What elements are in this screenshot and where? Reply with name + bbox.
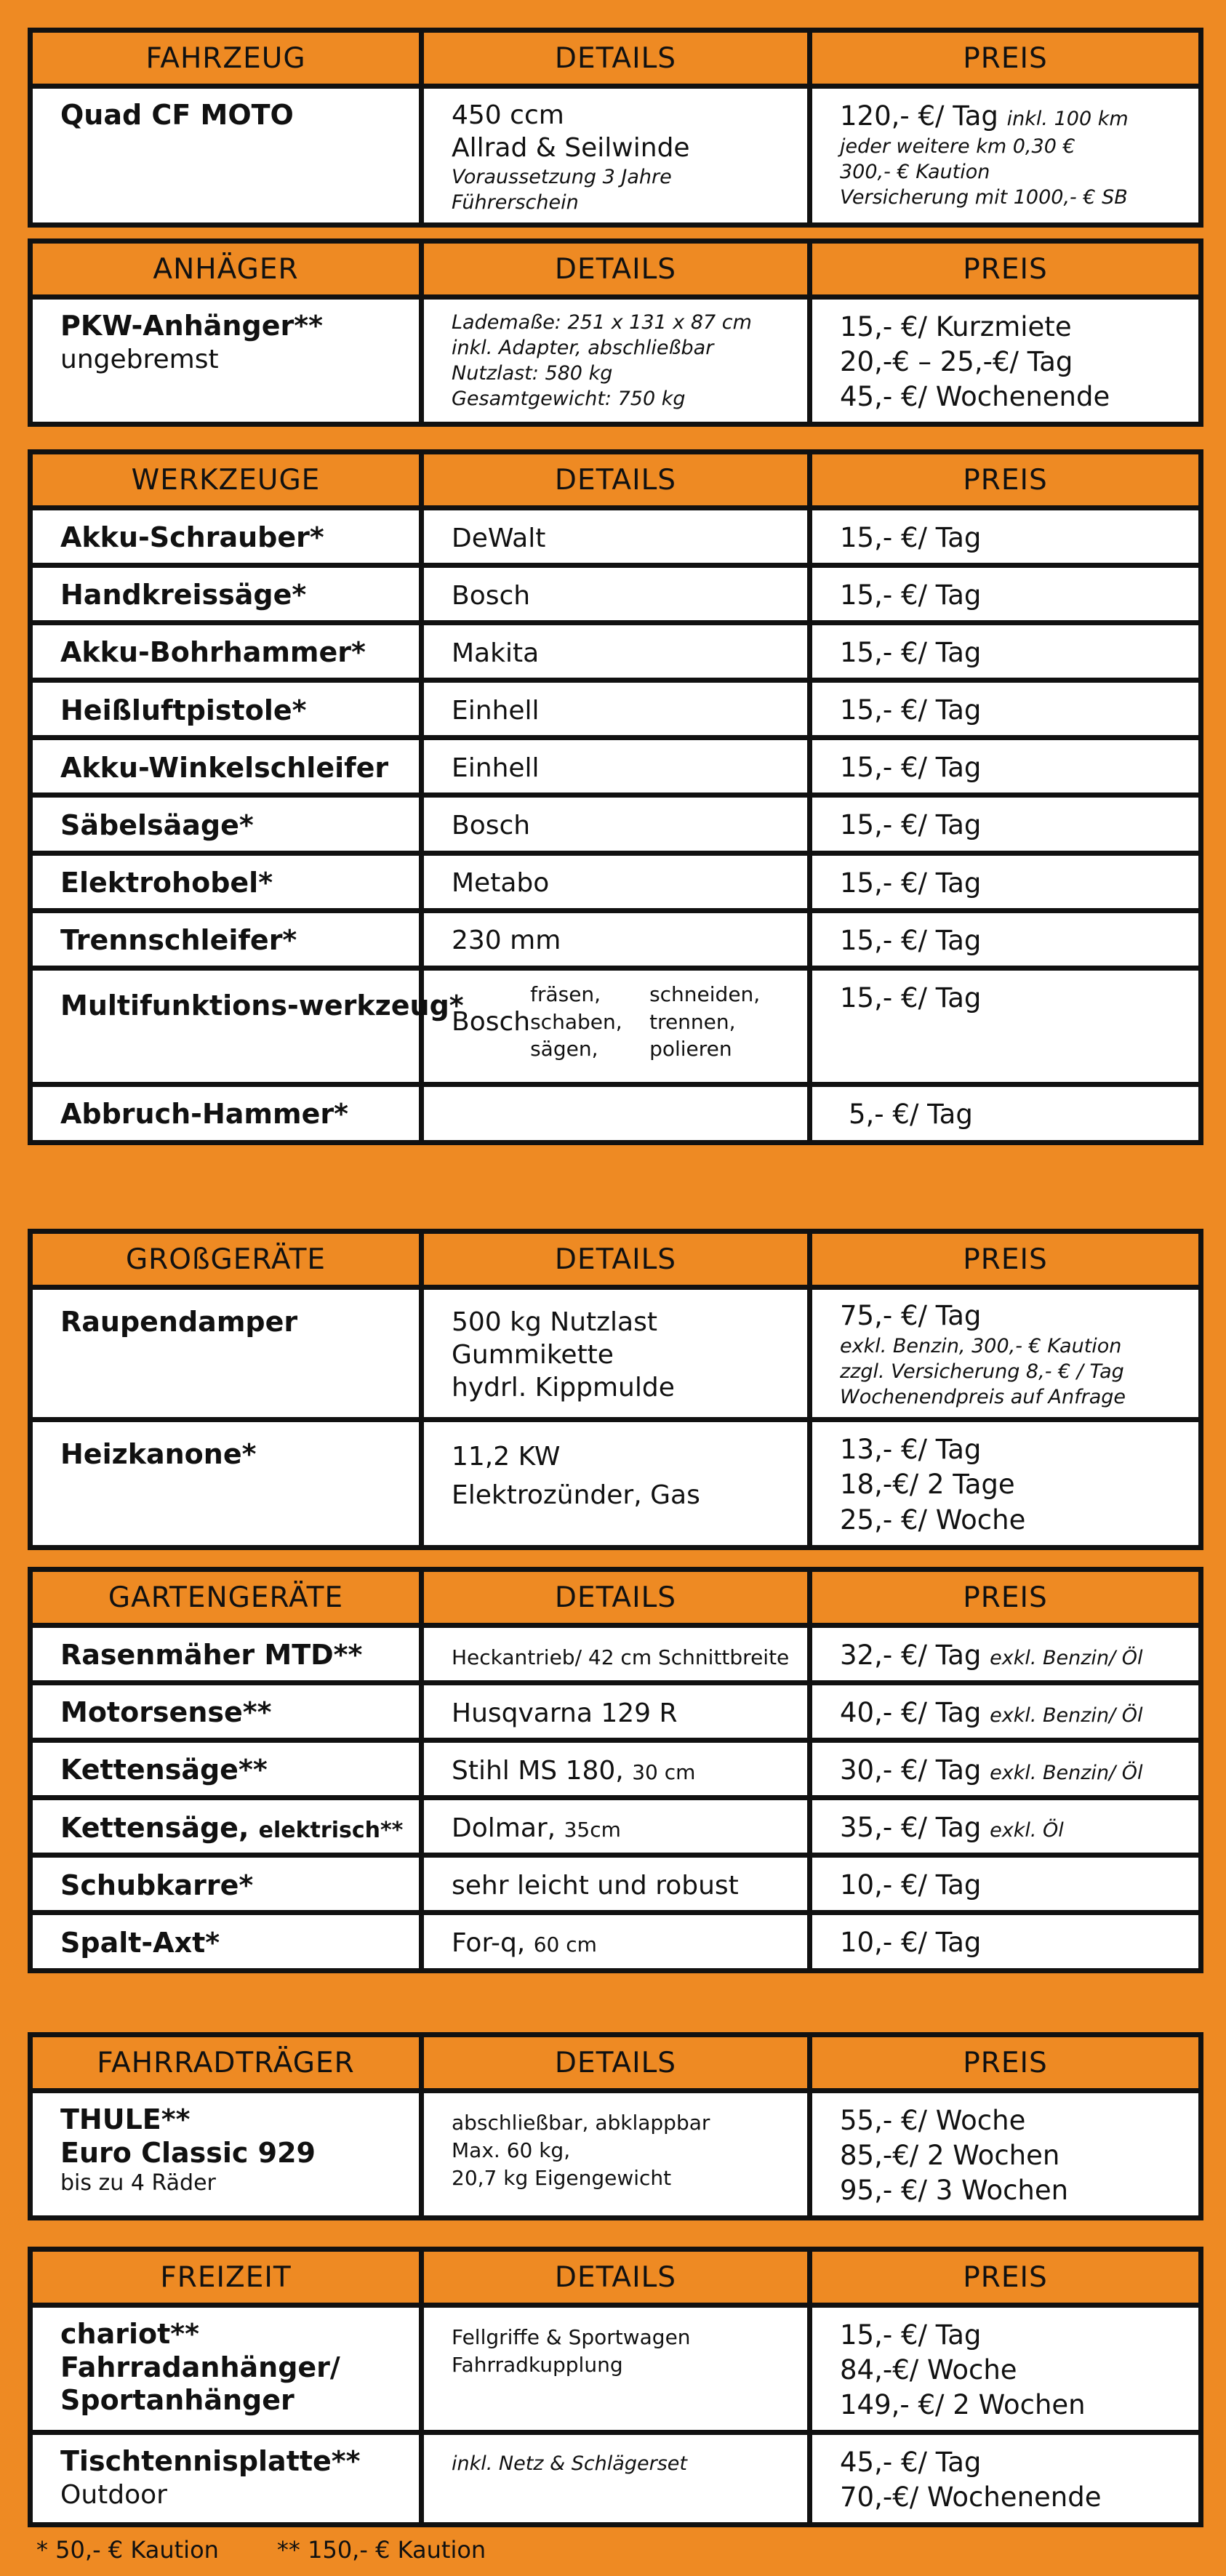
item-name: Kettensäge** <box>60 1754 268 1786</box>
item-name: chariot** <box>60 2318 200 2350</box>
item-name: Akku-Schrauber* <box>60 521 324 554</box>
item-detail: Einhell <box>452 695 540 726</box>
header-price: PREIS <box>810 2035 1201 2091</box>
item-name: Elektrohobel* <box>60 866 273 899</box>
item-name: Kettensäge, <box>60 1811 249 1844</box>
item-detail-note: inkl. Netz & Schlägerset <box>452 2452 687 2476</box>
item-price: 10,- €/ Tag <box>840 1869 982 1901</box>
item-price-note: exkl. Öl <box>990 1819 1064 1842</box>
table-row <box>31 2306 1201 2433</box>
table-row <box>31 968 1201 1084</box>
header-details: DETAILS <box>422 2035 810 2091</box>
item-detail: Stihl MS 180, <box>452 1755 624 1786</box>
item-price-note: exkl. Benzin, 300,- € Kaution <box>840 1335 1122 1358</box>
item-name: Trennschleifer* <box>60 923 297 956</box>
header-category: GARTENGERÄTE <box>31 1570 422 1626</box>
section-werkzeuge <box>28 449 1203 1145</box>
item-name: Sportanhänger <box>60 2384 295 2417</box>
item-price: 149,- €/ 2 Wochen <box>840 2389 1086 2421</box>
item-price: 120,- €/ Tag <box>840 100 998 132</box>
item-detail: 500 kg Nutzlast <box>452 1307 657 1337</box>
item-name: Säbelsäage* <box>60 808 254 841</box>
item-price-note: 300,- € Kaution <box>840 161 990 184</box>
header-category: WERKZEUGE <box>31 452 422 508</box>
table-row <box>31 1084 1201 1142</box>
item-name: Euro Classic 929 <box>60 2136 316 2169</box>
item-name: Multifunktions- <box>60 989 299 1022</box>
item-detail-note: Max. 60 kg, <box>452 2138 571 2162</box>
deposit-note-double: ** 150,- € Kaution <box>276 2536 486 2564</box>
section-fahrzeug <box>28 28 1203 228</box>
deposit-note-single: * 50,- € Kaution <box>36 2536 219 2564</box>
item-detail: hydrl. Kippmulde <box>452 1373 675 1403</box>
item-detail-note: 20,7 kg Eigengewicht <box>452 2165 672 2190</box>
item-detail: 230 mm <box>452 926 561 956</box>
item-name: Akku-Winkelschleifer <box>60 751 389 784</box>
header-price: PREIS <box>810 1232 1201 1288</box>
header-details: DETAILS <box>422 1232 810 1288</box>
item-price: 15,- €/ Tag <box>840 982 982 1014</box>
item-detail: Husqvarna 129 R <box>452 1698 678 1728</box>
item-price-note: Wochenendpreis auf Anfrage <box>840 1386 1126 1409</box>
item-price: 15,- €/ Tag <box>840 867 982 899</box>
table-row <box>31 87 1201 225</box>
table-row <box>31 623 1201 681</box>
table-row <box>31 2091 1201 2218</box>
table-row <box>31 566 1201 623</box>
item-detail: Allrad & Seilwinde <box>452 133 690 163</box>
item-price: 18,-€/ 2 Tage <box>840 1469 1015 1501</box>
item-detail: Makita <box>452 638 540 668</box>
item-detail-note: Gesamtgewicht: 750 kg <box>452 388 686 411</box>
item-detail: DeWalt <box>452 523 546 553</box>
table-row <box>31 1420 1201 1547</box>
item-detail: Einhell <box>452 753 540 783</box>
item-price: 15,- €/ Tag <box>840 2319 982 2351</box>
item-price: 45,- €/ Tag <box>840 2447 982 2479</box>
item-detail: Elektrozünder, Gas <box>452 1480 700 1510</box>
item-name: Fahrradanhänger/ <box>60 2351 340 2383</box>
item-price: 32,- €/ Tag <box>840 1640 982 1671</box>
item-price: 95,- €/ 3 Wochen <box>840 2175 1069 2207</box>
item-name: Rasenmäher MTD** <box>60 1639 363 1672</box>
item-price: 15,- €/ Tag <box>840 522 982 553</box>
item-name: PKW-Anhänger** <box>60 310 323 342</box>
item-detail-note: abschließbar, abklappbar <box>452 2111 710 2135</box>
item-price: 20,-€ – 25,-€/ Tag <box>840 346 1073 378</box>
item-detail-note: Fellgriffe & Sportwagen <box>452 2325 691 2349</box>
item-price: 15,- €/ Tag <box>840 809 982 841</box>
item-name-note: elektrisch** <box>258 1817 404 1843</box>
item-name: THULE** <box>60 2103 191 2135</box>
section-freizeit <box>28 2247 1203 2527</box>
item-detail-note: Lademaße: 251 x 131 x 87 cm <box>452 311 752 334</box>
footer-deposit-notes <box>36 2536 486 2564</box>
item-detail-note: Heckantrieb/ 42 cm Schnittbreite <box>452 1645 790 1669</box>
header-price: PREIS <box>810 452 1201 508</box>
section-fahrrad <box>28 2032 1203 2220</box>
item-subtitle: Outdoor <box>60 2479 167 2510</box>
item-price: 15,- €/ Tag <box>840 579 982 611</box>
item-detail-note: fräsen, schaben, sägen, <box>530 982 622 1062</box>
table-row <box>31 1855 1201 1913</box>
item-detail-note: Nutzlast: 580 kg <box>452 362 613 385</box>
item-detail: Bosch <box>452 1006 531 1037</box>
item-price: 15,- €/ Tag <box>840 637 982 669</box>
item-price: 5,- €/ Tag <box>849 1099 973 1131</box>
table-row <box>31 508 1201 566</box>
item-price: 15,- €/ Tag <box>840 752 982 784</box>
header-details: DETAILS <box>422 452 810 508</box>
table-row <box>31 1626 1201 1683</box>
item-price: 35,- €/ Tag <box>840 1812 982 1844</box>
item-price: 10,- €/ Tag <box>840 1927 982 1959</box>
item-detail-note: schneiden, trennen, polieren <box>649 982 761 1062</box>
item-name: Schubkarre* <box>60 1869 254 1901</box>
item-price: 13,- €/ Tag <box>840 1434 982 1466</box>
item-detail: Bosch <box>452 811 531 841</box>
item-name: Tischtennisplatte** <box>60 2445 361 2478</box>
table-row <box>31 2433 1201 2525</box>
table-row <box>31 738 1201 795</box>
item-price: 15,- €/ Tag <box>840 924 982 956</box>
table-row <box>31 681 1201 738</box>
item-price: 25,- €/ Woche <box>840 1504 1026 1536</box>
item-name: Motorsense** <box>60 1696 272 1729</box>
item-detail: 450 ccm <box>452 100 564 130</box>
header-category: FAHRZEUG <box>31 31 422 87</box>
table-row <box>31 297 1201 425</box>
item-name: Heißluftpistole* <box>60 694 307 726</box>
table-row <box>31 1913 1201 1970</box>
item-detail: Gummikette <box>452 1340 614 1370</box>
header-price: PREIS <box>810 31 1201 87</box>
table-row <box>31 795 1201 853</box>
header-category: FREIZEIT <box>31 2250 422 2306</box>
item-price: 45,- €/ Wochenende <box>840 381 1110 413</box>
table-row <box>31 853 1201 910</box>
header-price: PREIS <box>810 1570 1201 1626</box>
header-category: ANHÄGER <box>31 241 422 297</box>
item-detail: For-q, <box>452 1928 526 1959</box>
item-price-note: jeder weitere km 0,30 € <box>840 135 1075 159</box>
item-price: 40,- €/ Tag <box>840 1697 982 1729</box>
section-grossgeraete <box>28 1229 1203 1550</box>
header-category: GROßGERÄTE <box>31 1232 422 1288</box>
item-detail: sehr leicht und robust <box>452 1870 739 1901</box>
item-name: werkzeug* <box>298 989 464 1022</box>
header-details: DETAILS <box>422 241 810 297</box>
header-details: DETAILS <box>422 1570 810 1626</box>
item-name: Spalt-Axt* <box>60 1926 220 1959</box>
item-detail: Metabo <box>452 868 550 899</box>
table-row <box>31 910 1201 968</box>
table-row <box>31 1683 1201 1741</box>
item-price-note: zzgl. Versicherung 8,- € / Tag <box>840 1360 1124 1384</box>
item-detail-note: Fahrradkupplung <box>452 2352 623 2377</box>
item-name: Akku-Bohrhammer* <box>60 636 366 669</box>
header-details: DETAILS <box>422 2250 810 2306</box>
item-price: 70,-€/ Wochenende <box>840 2481 1102 2513</box>
item-name: Heizkanone* <box>60 1438 257 1471</box>
item-detail-note: 60 cm <box>533 1933 597 1957</box>
section-garten <box>28 1567 1203 1973</box>
header-details: DETAILS <box>422 31 810 87</box>
item-price-note: exkl. Benzin/ Öl <box>990 1647 1143 1669</box>
item-price-note: exkl. Benzin/ Öl <box>990 1704 1143 1728</box>
item-detail-note: Führerschein <box>452 191 579 214</box>
item-price-note: Versicherung mit 1000,- € SB <box>840 186 1128 209</box>
item-detail-note: 30 cm <box>632 1760 696 1784</box>
item-name: Raupendamper <box>60 1306 298 1338</box>
item-price: 30,- €/ Tag <box>840 1754 982 1786</box>
item-detail: 11,2 KW <box>452 1442 561 1472</box>
item-name: Abbruch-Hammer* <box>60 1098 348 1131</box>
header-category: FAHRRADTRÄGER <box>31 2035 422 2091</box>
header-price: PREIS <box>810 241 1201 297</box>
item-name: Handkreissäge* <box>60 579 307 611</box>
item-detail: Bosch <box>452 580 531 611</box>
item-price: 85,-€/ 2 Wochen <box>840 2140 1060 2172</box>
item-name: Quad CF MOTO <box>60 99 294 131</box>
item-detail-note: inkl. Adapter, abschließbar <box>452 337 714 360</box>
table-row <box>31 1741 1201 1798</box>
item-price: 75,- €/ Tag <box>840 1300 982 1331</box>
item-price-note: inkl. 100 km <box>1006 108 1129 130</box>
header-price: PREIS <box>810 2250 1201 2306</box>
item-detail-note: Voraussetzung 3 Jahre <box>452 166 672 188</box>
item-subtitle: bis zu 4 Räder <box>60 2170 216 2196</box>
item-subtitle: ungebremst <box>60 344 219 374</box>
item-detail-note: 35cm <box>564 1817 621 1842</box>
item-price: 15,- €/ Kurzmiete <box>840 311 1072 342</box>
table-row <box>31 1288 1201 1420</box>
item-price: 55,- €/ Woche <box>840 2105 1026 2136</box>
section-anhaenger <box>28 238 1203 427</box>
item-price: 84,-€/ Woche <box>840 2354 1017 2386</box>
item-price-note: exkl. Benzin/ Öl <box>990 1762 1143 1785</box>
table-row <box>31 1798 1201 1855</box>
item-detail: Dolmar, <box>452 1813 556 1843</box>
item-price: 15,- €/ Tag <box>840 694 982 726</box>
